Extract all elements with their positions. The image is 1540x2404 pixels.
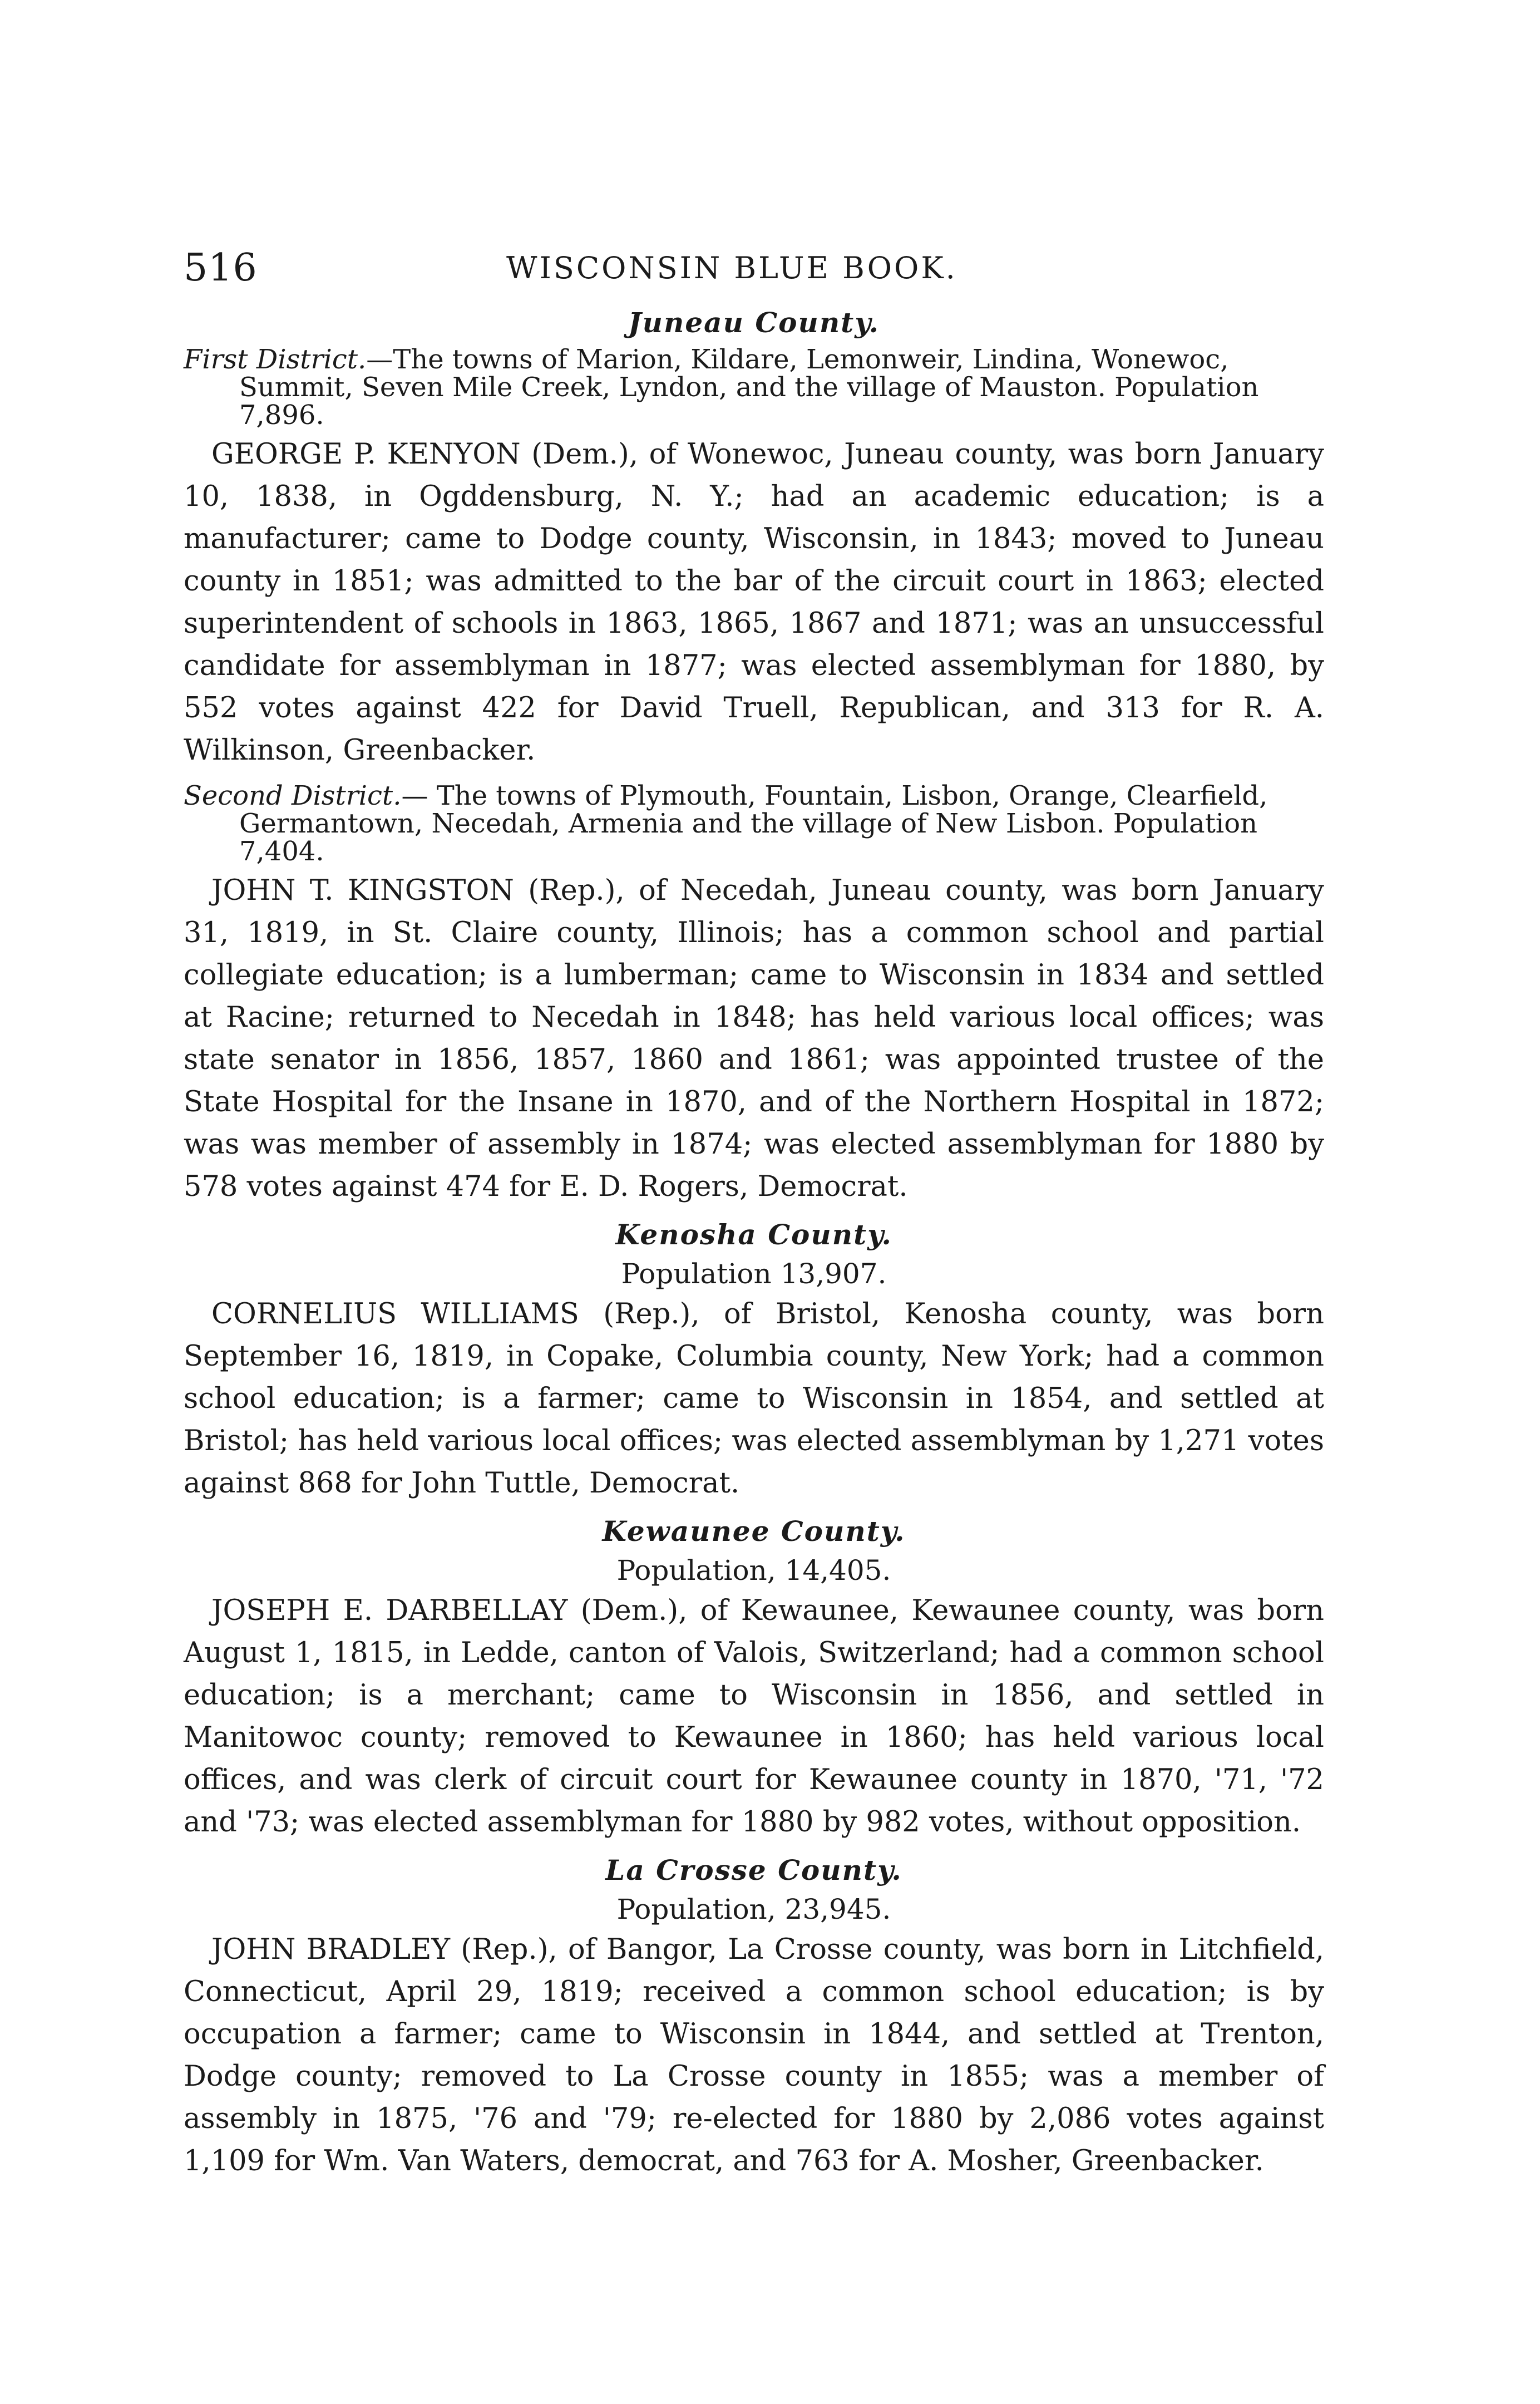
running-head [184,234,1324,300]
biography-kingston: JOHN T. KINGSTON (Rep.), of Necedah, Juneau county, was born January 31, 1819, in St. Claire county, Illinois; has a common school and partial collegiate education; is a lumberman; came to Wisconsin in 1834 and settled at Racine; returned to Necedah in 1848; has held various local offices; was state senator in 1856, 1857, 1860 and 1861; was appointed trustee of the State Hospital for the Insane in 1870, and of the Northern Hospital in 1872; was was member of assembly in 1874; was elected assemblyman for 1880 by 578 votes against 474 for E. D. Rogers, Democrat. [184,874,1324,1203]
county-heading-kenosha: Kenosha County. [615,1218,892,1251]
district-text-second: — The towns of Plymouth, Fountain, Lisbon, Orange, Clearfield, Germantown, Necedah, Armenia and the village of New Lisbon. Population 7,404. [239,780,1268,867]
biography-kenyon: GEORGE P. KENYON (Dem.), of Wonewoc, Juneau county, was born January 10, 1838, in Ogddensburg, N. Y.; had an academic education; is a manufacturer; came to Dodge county, Wisconsin, in 1843; moved to Juneau county in 1851; was admitted to the bar of the circuit court in 1863; elected superintendent of schools in 1863, 1865, 1867 and 1871; was an unsuccessful candidate for assemblyman in 1877; was elected assemblyman for 1880, by 552 votes against 422 for David Truell, Republican, and 313 for R. A. Wilkinson, Greenbacker. [184,438,1324,767]
district-text-first: —The towns of Marion, Kildare, Lemonweir, Lindina, Wonewoc, Summit, Seven Mile Creek, Lyndon, and the village of Mauston. Population 7,896. [239,344,1259,431]
county-heading-kewaunee: Kewaunee County. [602,1515,906,1548]
district-entry-first [184,346,1324,429]
biography-darbellay: JOSEPH E. DARBELLAY (Dem.), of Kewaunee, Kewaunee county, was born August 1, 1815, in Ledde, canton of Valois, Switzerland; had a common school education; is a merchant; came to Wisconsin in 1856, and settled in Manitowoc county; removed to Kewaunee in 1860; has held various local offices, and was clerk of circuit court for Kewaunee county in 1870, '71, '72 and '73; was elected assemblyman for 1880 by 982 votes, without opposition. [184,1594,1324,1839]
population-kenosha: Population 13,907. [621,1258,887,1290]
district-entry-second [184,782,1324,865]
county-heading-lacrosse: La Crosse County. [605,1854,902,1886]
running-title: WISCONSIN BLUE BOOK. [506,250,957,285]
population-lacrosse: Population, 23,945. [616,1893,891,1925]
biography-williams: CORNELIUS WILLIAMS (Rep.), of Bristol, Kenosha county, was born September 16, 1819, in Copake, Columbia county, New York; had a common school education; is a farmer; came to Wisconsin in 1854, and settled at Bristol; has held various local offices; was elected assemblyman by 1,271 votes against 868 for John Tuttle, Democrat. [184,1298,1324,1500]
district-label-first: First District. [184,344,367,375]
population-kewaunee: Population, 14,405. [616,1554,891,1587]
biography-bradley: JOHN BRADLEY (Rep.), of Bangor, La Crosse county, was born in Litchfield, Connecticut, April 29, 1819; received a common school education; is by occupation a farmer; came to Wisconsin in 1844, and settled at Trenton, Dodge county; removed to La Crosse county in 1855; was a member of assembly in 1875, '76 and '79; re-elected for 1880 by 2,086 votes against 1,109 for Wm. Van Waters, democrat, and 763 for A. Mosher, Greenbacker. [184,1933,1324,2178]
page-number: 516 [184,246,258,290]
book-page [184,234,1324,2193]
county-heading-juneau: Juneau County. [628,306,880,339]
district-label-second: Second District. [184,780,402,811]
